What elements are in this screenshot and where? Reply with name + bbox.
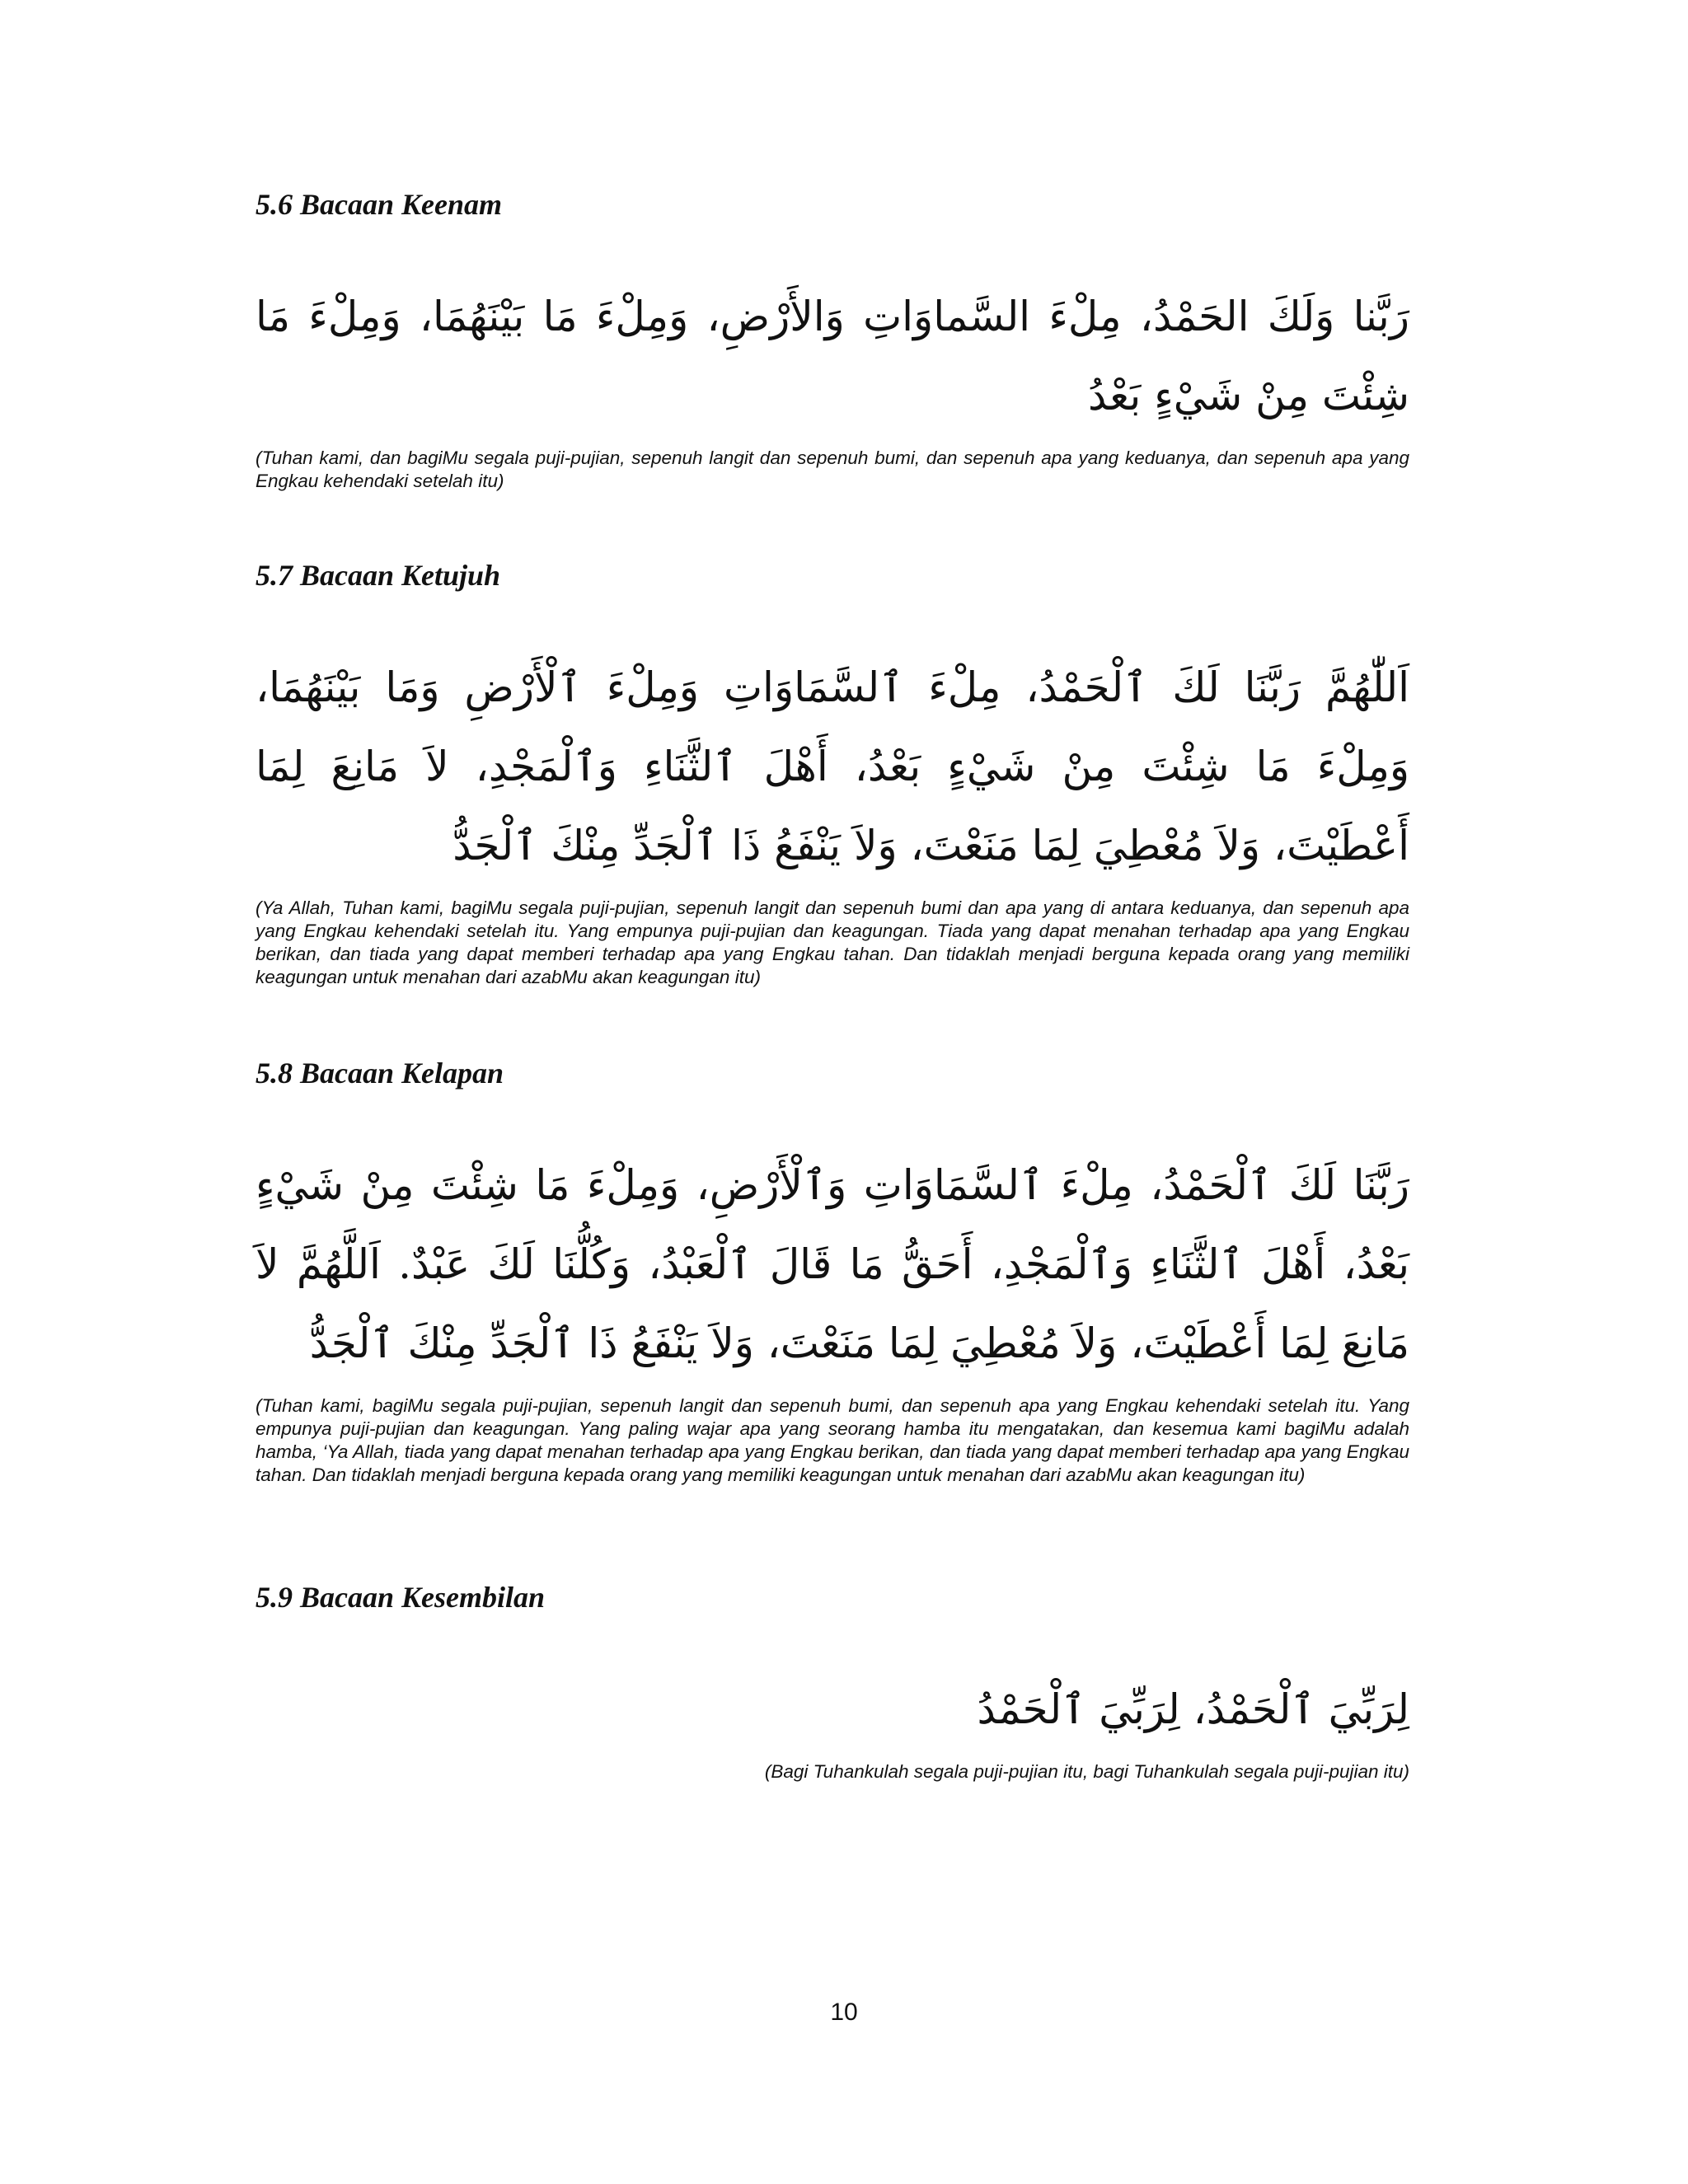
- translation-text: (Tuhan kami, dan bagiMu segala puji-pujian, sepenuh langit dan sepenuh bumi, dan sepenuh apa yang keduanya, dan sepenuh apa yang Engkau kehendaki setelah itu): [256, 448, 1409, 491]
- arabic-text: رَبَّنَا لَكَ ٱلْحَمْدُ، مِلْءَ ٱلسَّمَاوَاتِ وَٱلْأَرْضِ، وَمِلْءَ مَا شِئْتَ مِنْ شَيْءٍ بَعْدُ، أَهْلَ ٱلثَّنَاءِ وَٱلْمَجْدِ، أَحَقُّ مَا قَالَ ٱلْعَبْدُ، وَكُلُّنَا لَكَ عَبْدٌ. اَللَّهُمَّ لاَ مَانِعَ لِمَا أَعْطَيْتَ، وَلاَ مُعْطِيَ لِمَا مَنَعْتَ، وَلاَ يَنْفَعُ ذَا ٱلْجَدِّ مِنْكَ ٱلْجَدُّ: [256, 1161, 1409, 1367]
- translation-text: (Bagi Tuhankulah segala puji-pujian itu, bagi Tuhankulah segala puji-pujian itu): [764, 1761, 1409, 1782]
- section-bacaan-keenam: [256, 186, 1409, 493]
- section-bacaan-kelapan: [256, 1055, 1409, 1487]
- arabic-text: اَللّٰهُمَّ رَبَّنَا لَكَ ٱلْحَمْدُ، مِلْءَ ٱلسَّمَاوَاتِ وَمِلْءَ ٱلْأَرْضِ وَمَا بَيْنَهُمَا، وَمِلْءَ مَا شِئْتَ مِنْ شَيْءٍ بَعْدُ، أَهْلَ ٱلثَّنَاءِ وَٱلْمَجْدِ، لاَ مَانِعَ لِمَا أَعْطَيْتَ، وَلاَ مُعْطِيَ لِمَا مَنَعْتَ، وَلاَ يَنْفَعُ ذَا ٱلْجَدِّ مِنْكَ ٱلْجَدُّ: [256, 663, 1409, 869]
- translation-text: (Tuhan kami, bagiMu segala puji-pujian, sepenuh langit dan sepenuh bumi, dan sepenuh apa yang Engkau kehendaki setelah itu. Yang empunya puji-pujian dan keagungan. Yang paling wajar apa yang seorang hamba itu mengatakan, dan kesemua kami bagiMu adalah hamba, ‘Ya Allah, tiada yang dapat menahan terhadap apa yang Engkau berikan, dan tiada yang dapat memberi terhadap apa yang Engkau tahan. Dan tidaklah menjadi berguna kepada orang yang memiliki keagungan untuk menahan dari azabMu akan keagungan itu): [256, 1395, 1409, 1485]
- section-bacaan-ketujuh: [256, 557, 1409, 989]
- section-bacaan-kesembilan: [256, 1579, 1409, 1783]
- section-heading: 5.9 Bacaan Kesembilan: [256, 1581, 546, 1614]
- section-heading: 5.6 Bacaan Keenam: [256, 188, 503, 221]
- arabic-text: رَبَّنا وَلَكَ الحَمْدُ، مِلْءَ السَّماوَاتِ وَالأَرْضِ، وَمِلْءَ مَا بَيْنَهُمَا، وَمِلْءَ مَا شِئْتَ مِنْ شَيْءٍ بَعْدُ: [256, 293, 1409, 419]
- section-heading: 5.8 Bacaan Kelapan: [256, 1057, 504, 1090]
- translation-text: (Ya Allah, Tuhan kami, bagiMu segala puji-pujian, sepenuh langit dan sepenuh bumi dan apa yang di antara keduanya, dan sepenuh apa yang Engkau kehendaki setelah itu. Yang empunya puji-pujian dan keagungan. Tiada yang dapat menahan terhadap apa yang Engkau berikan, dan tiada yang dapat memberi terhadap apa yang Engkau tahan. Dan tidaklah menjadi berguna kepada orang yang memiliki keagungan untuk menahan dari azabMu akan keagungan itu): [256, 898, 1409, 987]
- section-heading: 5.7 Bacaan Ketujuh: [256, 559, 501, 592]
- arabic-text: لِرَبِّيَ ٱلْحَمْدُ، لِرَبِّيَ ٱلْحَمْدُ: [977, 1685, 1409, 1733]
- page-number: 10: [830, 1999, 858, 2026]
- document-page: [256, 0, 1409, 2184]
